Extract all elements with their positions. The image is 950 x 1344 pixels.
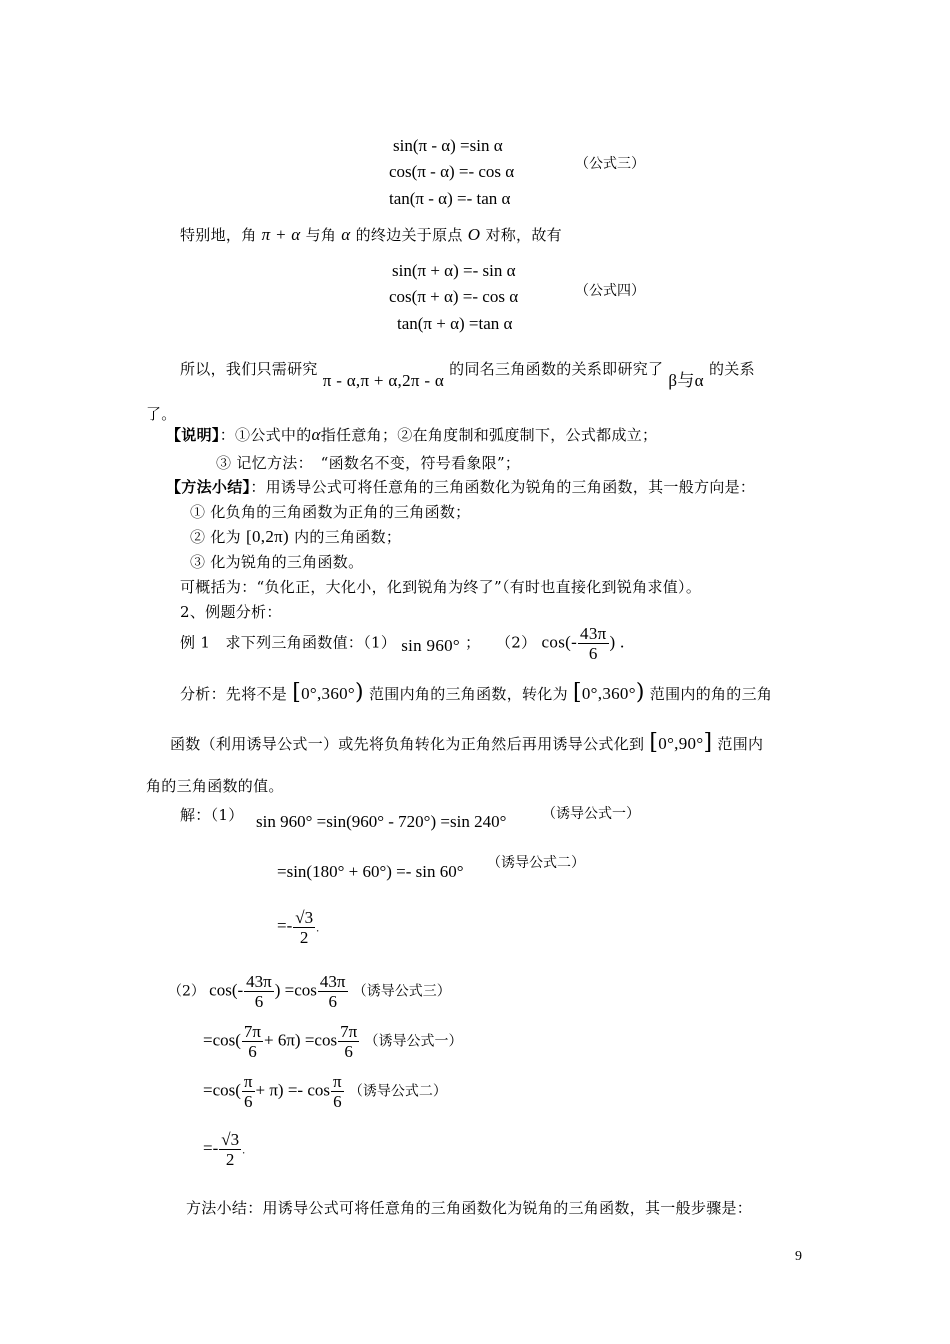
solution2-frac3: [242, 1022, 263, 1061]
solution1-den: 2: [299, 928, 309, 947]
special-angle: π + α: [261, 225, 301, 244]
sofar-text-c: 的同名三角函数的关系即研究了: [449, 360, 664, 378]
solution2-label: （2）: [168, 983, 205, 1000]
formula3-label: （公式三）: [575, 156, 645, 172]
method-step3: ③ 化为锐角的三角函数。: [190, 553, 364, 571]
sofar-text-e: 的关系: [708, 360, 755, 378]
solution2-eq3-h: + π) =- cos: [255, 1080, 331, 1100]
analysis-text-e: 范围内的角的三角: [649, 685, 773, 703]
solution2-label1: （诱导公式三）: [352, 983, 451, 1000]
method-step2-c: 内的三角函数；: [294, 528, 402, 546]
analysis-line2: 函数（利用诱导公式一）或先将负角转化为正角然后再用诱导公式化到 [0°,90°] 范围内: [170, 730, 764, 755]
special-text-c: 与角: [305, 226, 337, 244]
analysis-interval-1: 0°,360°: [301, 684, 356, 703]
solution2-d7: 2: [225, 1150, 235, 1169]
solution1-step2: =sin(180° + 60°) =- sin 60°: [277, 862, 464, 881]
example1-expr2-e: ) .: [609, 632, 625, 652]
formula4-line1: sin(π + α) =- sin α: [392, 261, 516, 280]
solution1-step1-label: （诱导公式一）: [542, 806, 640, 822]
example1-text-a: 例 1 求下列三角函数值：（1）: [180, 633, 397, 652]
formula4-line2: cos(π + α) =- cos α: [389, 287, 519, 306]
solution2-eq2-f: + 6π) =cos: [264, 1030, 338, 1050]
solution2-d2: 6: [328, 992, 337, 1011]
solution1-fraction: [293, 908, 315, 947]
section-2-heading: 2、例题分析：: [180, 603, 282, 621]
solution2-frac6: [331, 1072, 344, 1111]
method-heading: 【方法小结】: [166, 478, 251, 496]
analysis-line3: 角的三角函数的值。: [146, 777, 284, 795]
formula4-line3: tan(π + α) =tan α: [397, 314, 513, 333]
solution2-eq2-a: =cos(: [203, 1030, 241, 1050]
solution2-d6: 6: [333, 1092, 342, 1111]
method-step2: [190, 526, 401, 547]
special-text-a: 特别地，角: [180, 226, 257, 244]
analysis-text-f: 函数（利用诱导公式一）或先将负角转化为正角然后再用诱导公式化到: [170, 735, 645, 753]
note-memory: ③ 记忆方法： “函数名不变，符号看象限”；: [216, 454, 521, 472]
method-line: [166, 476, 755, 497]
formula4-label: （公式四）: [575, 283, 645, 299]
solution2-d5: 6: [243, 1092, 253, 1111]
solution2-d1: 6: [254, 992, 264, 1011]
solution2-d3: 6: [248, 1042, 257, 1061]
solution2-frac5: [242, 1072, 255, 1111]
method-text: ：用诱导公式可将任意角的三角函数化为锐角的三角函数，其一般方向是：: [250, 478, 756, 496]
solution2-line2: [203, 1022, 462, 1061]
method-step1: ① 化负角的三角函数为正角的三角函数；: [190, 503, 471, 521]
solution2-label2: （诱导公式一）: [364, 1033, 463, 1050]
solution2-cos-neg: cos(-: [209, 980, 244, 1000]
solution2-eq4: =-: [203, 1138, 219, 1158]
solution1-eq: =-: [277, 916, 293, 936]
formula3-line2: cos(π - α) =- cos α: [389, 162, 515, 181]
solution2-frac7: [219, 1130, 241, 1169]
solution2-n1: 43π: [246, 972, 272, 991]
solution1-period: .: [316, 920, 320, 935]
solution2-n6: π: [333, 1072, 342, 1091]
example1-expr2-a: cos(-: [541, 632, 578, 652]
solution1-num: √3: [295, 908, 314, 927]
solution2-n5: π: [243, 1072, 253, 1091]
example1-num: 43π: [580, 624, 607, 643]
sofar-end: 了。: [146, 405, 177, 423]
method-steps-summary: 方法小结：用诱导公式可将任意角的三角函数化为锐角的三角函数，其一般步骤是：: [186, 1199, 753, 1217]
sofar-text-a: 所以，我们只需研究: [180, 360, 318, 378]
special-origin: O: [467, 225, 481, 244]
formula3-line1: sin(π - α) =sin α: [393, 136, 503, 155]
solution2-label3: （诱导公式二）: [348, 1083, 447, 1100]
solution2-line4: [203, 1130, 245, 1169]
solution2-eq3-a: =cos(: [203, 1080, 241, 1100]
solution2-frac1: [244, 972, 274, 1011]
formula3-line3: tan(π - α) =- tan α: [389, 189, 511, 208]
sofar-beta-alpha: β与α: [668, 371, 704, 390]
analysis-text-a: 分析：先将不是: [180, 685, 288, 703]
solution2-n4: 7π: [340, 1022, 358, 1041]
solution2-d4: 6: [344, 1042, 353, 1061]
analysis-text-h: 范围内: [717, 735, 764, 753]
analysis-line1: 分析：先将不是 [0°,360°) 范围内角的三角函数，转化为 [0°,360°) 范围内的角的三角: [180, 680, 773, 705]
note-alpha: α: [311, 425, 321, 444]
note-line: [166, 424, 657, 445]
solution1-step3: [277, 908, 319, 947]
sofar-line: [180, 354, 755, 390]
solution2-line1: [168, 972, 451, 1011]
method-step2-interval: [0,2π): [246, 527, 290, 546]
note-heading: 【说明】: [166, 426, 220, 444]
analysis-text-c: 范围内角的三角函数，转化为: [369, 685, 568, 703]
method-summary: 可概括为：“负化正，大化小，化到锐角为终了”（有时也直接化到锐角求值）。: [180, 578, 702, 596]
solution1-step1: sin 960° =sin(960° - 720°) =sin 240°: [256, 812, 507, 831]
solution2-n7: √3: [221, 1130, 240, 1149]
solution2-eq-cos: ) =cos: [274, 980, 317, 1000]
special-text-g: 对称，故有: [485, 226, 562, 244]
example1-text-c: ； （2）: [465, 633, 537, 652]
special-text-e: 的终边关于原点: [355, 226, 463, 244]
example1-line: [180, 624, 625, 663]
solution2-line3: [203, 1072, 447, 1111]
solution2-n3: 7π: [243, 1022, 262, 1041]
solution1-step2-label: （诱导公式二）: [487, 855, 585, 871]
example1-expr1: sin 960°: [401, 635, 461, 655]
note-text-b: ：①公式中的: [219, 426, 312, 444]
special-line: [180, 224, 562, 245]
note-text-d: 指任意角；②在角度制和弧度制下，公式都成立；: [320, 426, 658, 444]
analysis-interval-3: 0°,90°: [658, 734, 704, 753]
method-step2-a: ② 化为: [190, 528, 241, 546]
sofar-angles: π - α,π + α,2π - α: [322, 371, 445, 390]
solution2-frac4: [338, 1022, 359, 1061]
special-alpha: α: [341, 225, 351, 244]
solution1-label: 解：（1）: [180, 806, 244, 824]
page-number: 9: [795, 1249, 802, 1264]
example1-den: 6: [588, 644, 598, 663]
solution2-frac2: [318, 972, 348, 1011]
example1-fraction: [578, 624, 608, 663]
analysis-interval-2: 0°,360°: [581, 684, 636, 703]
solution2-period: .: [242, 1142, 246, 1157]
solution2-n2: 43π: [319, 972, 346, 991]
